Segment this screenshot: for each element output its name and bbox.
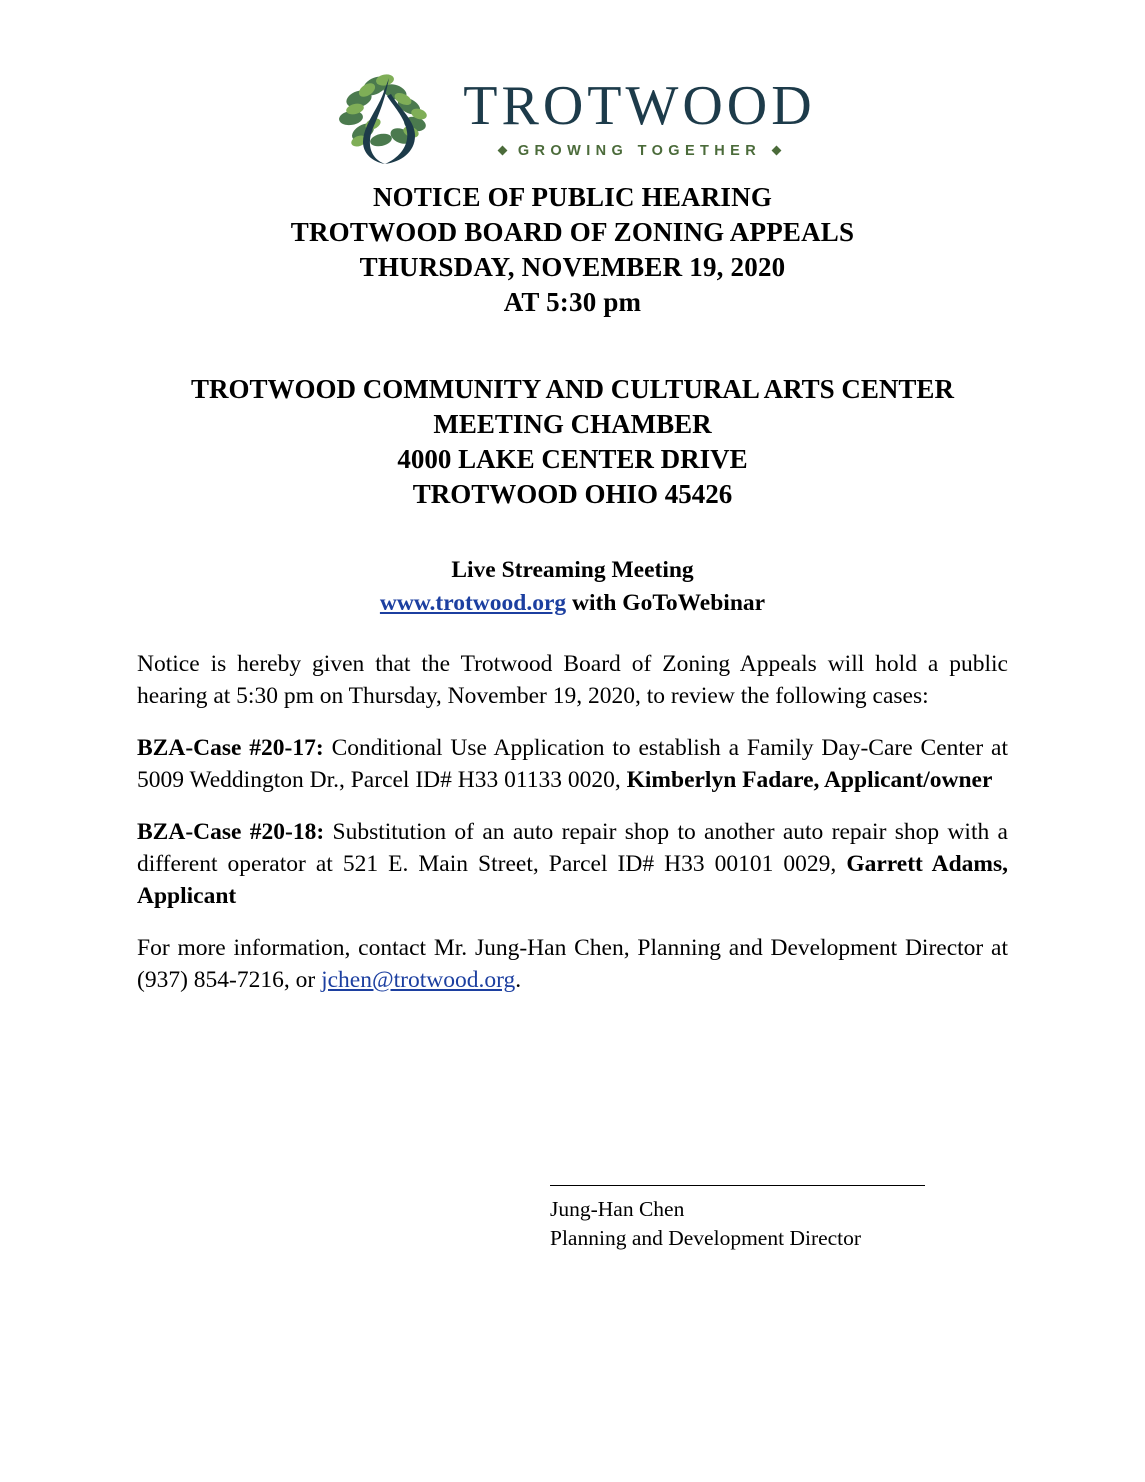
logo-tagline: GROWING TOGETHER — [517, 142, 762, 159]
contact-email-link[interactable]: jchen@trotwood.org — [321, 967, 516, 993]
case-20-17-text: Conditional Use Application to establish a Family Day-Care Center at 5009 Weddington Dr., Parcel ID# H33 01133 0020, — [137, 735, 1008, 793]
streaming-suffix: with GoToWebinar — [566, 590, 766, 616]
streaming-url-line — [137, 587, 1008, 620]
venue-line-3: 4000 LAKE CENTER DRIVE — [397, 444, 748, 474]
contact-paragraph — [137, 932, 1008, 996]
title-line-4: AT 5:30 pm — [503, 287, 642, 317]
signature-title: Planning and Development Director — [550, 1226, 862, 1250]
title-line-2: TROTWOOD BOARD OF ZONING APPEALS — [290, 217, 855, 247]
streaming-heading: Live Streaming Meeting — [451, 557, 694, 583]
tree-logo-icon — [329, 66, 449, 170]
case-20-17-paragraph — [137, 732, 1008, 796]
signature-block — [550, 1185, 930, 1253]
logo-wordmark: TROTWOOD — [463, 74, 816, 137]
intro-paragraph: Notice is hereby given that the Trotwood Board of Zoning Appeals will hold a public hearing at 5:30 pm on Thursday, November 19, 2020, to review the following cases: — [137, 651, 1008, 709]
venue-line-2: MEETING CHAMBER — [433, 409, 712, 439]
case-20-18-paragraph — [137, 816, 1008, 912]
venue-line-1: TROTWOOD COMMUNITY AND CULTURAL ARTS CENTER — [191, 374, 954, 404]
trotwood-website-link[interactable]: www.trotwood.org — [379, 590, 567, 616]
case-20-17-applicant: Kimberlyn Fadare, Applicant/owner — [626, 767, 993, 793]
title-line-1: NOTICE OF PUBLIC HEARING — [372, 182, 773, 212]
signature-name: Jung-Han Chen — [550, 1197, 685, 1221]
title-line-3: THURSDAY, NOVEMBER 19, 2020 — [359, 252, 786, 282]
notice-title — [137, 180, 1008, 320]
case-20-18-label: BZA-Case #20-18: — [137, 819, 325, 845]
case-20-18-applicant: Garrett Adams, Applicant — [137, 851, 1009, 909]
case-20-17-label: BZA-Case #20-17: — [137, 735, 324, 761]
contact-text: For more information, contact Mr. Jung-Han Chen, Planning and Development Director at (937) 854-7216, or — [137, 935, 1008, 993]
venue-block — [137, 372, 1008, 512]
diamond-left-icon — [497, 146, 507, 156]
logo-text — [463, 74, 816, 159]
body-copy — [137, 648, 1008, 996]
logo-tagline-row — [487, 143, 792, 159]
streaming-block — [137, 554, 1008, 620]
case-20-18-text: Substitution of an auto repair shop to another auto repair shop with a different operator at 521 E. Main Street, Parcel ID# H33 00101 0029, — [137, 819, 1008, 877]
contact-period: . — [515, 967, 522, 993]
venue-line-4: TROTWOOD OHIO 45426 — [412, 479, 733, 509]
signature-rule — [550, 1185, 925, 1186]
logo-header — [137, 0, 1008, 159]
diamond-right-icon — [772, 146, 782, 156]
